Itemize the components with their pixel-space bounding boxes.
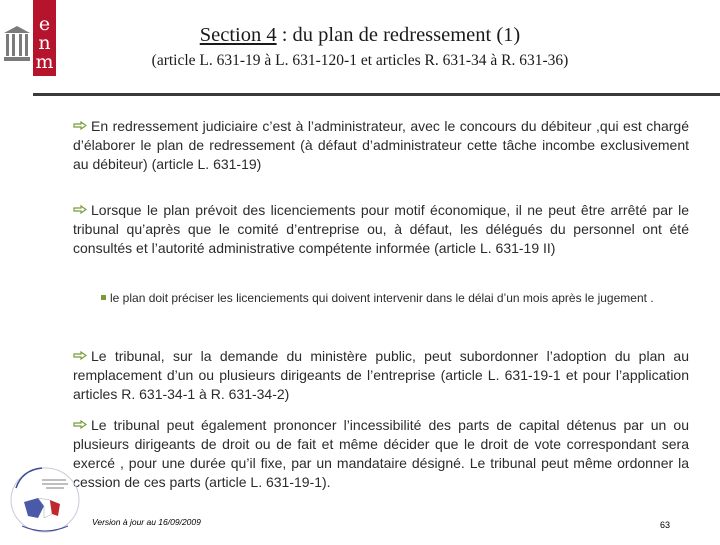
logo-letter-m: m (35, 51, 54, 73)
page-number: 63 (660, 520, 671, 530)
logo-letter-e: e (38, 13, 51, 35)
paragraph-3-text: Le tribunal, sur la demande du ministère public, peut subordonner l’adoption du plan au remplacement d’un ou plusieurs dirigeants de l’entreprise (article L. 631-19-1 et pour l’application articles R. 631-34-1 à R. 631-34-2) (73, 348, 689, 402)
pointing-hand-icon (73, 205, 87, 214)
logo-letters (33, 0, 56, 76)
logo-letter-n: n (38, 32, 51, 54)
header-divider (33, 93, 720, 96)
square-bullet-icon (101, 295, 106, 300)
pointing-hand-icon (73, 351, 87, 360)
paragraph-1-text: En redressement judiciaire c’est à l’administrateur, avec le concours du débiteur ,qui est chargé d’élaborer le plan de redressement (à défaut d’administrateur cette tâche incombe exclusivement au débiteur) (article L. 631-19) (73, 118, 689, 172)
footer-version: Version à jour au 16/09/2009 (92, 517, 201, 527)
pointing-hand-icon (73, 121, 87, 130)
sub-bullet-text: le plan doit préciser les licenciements qui doivent intervenir dans le délai d’un mois après le jugement . (110, 291, 654, 305)
title-text: : du plan de redressement (1) (276, 24, 521, 46)
page-subtitle: (article L. 631-19 à L. 631-120-1 et articles R. 631-34 à R. 631-36) (151, 52, 569, 69)
paragraph-2 (73, 201, 689, 258)
building-pillars-icon (4, 22, 30, 62)
paragraph-4-text: Le tribunal peut également prononcer l’incessibilité des parts de capital détenus par un ou plusieurs dirigeants de droit ou de fait et même décider que le droit de vote correspondant sera exercé , pour une durée qu’il fixe, par un mandataire désigné. Le tribunal peut même ordonner la cession de ces parts (article L. 631-19-1). (73, 417, 689, 490)
paragraph-2-text: Lorsque le plan prévoit des licenciements pour motif économique, il ne peut être arrêté par le tribunal qu’après que le comité d’entreprise ou, à défaut, les délégués du personnel ont été consultés et l’autorité administrative compétente informée (article L. 631-19 II) (73, 202, 689, 256)
enm-logo (0, 0, 62, 80)
page-title (80, 24, 640, 47)
pointing-hand-icon (73, 420, 87, 429)
title-section-number: Section 4 (199, 24, 277, 46)
paragraph-1 (73, 117, 689, 174)
paragraph-4 (73, 416, 689, 492)
sub-bullet (101, 289, 689, 307)
paragraph-3 (73, 347, 689, 404)
ministry-seal-logo (2, 458, 88, 540)
